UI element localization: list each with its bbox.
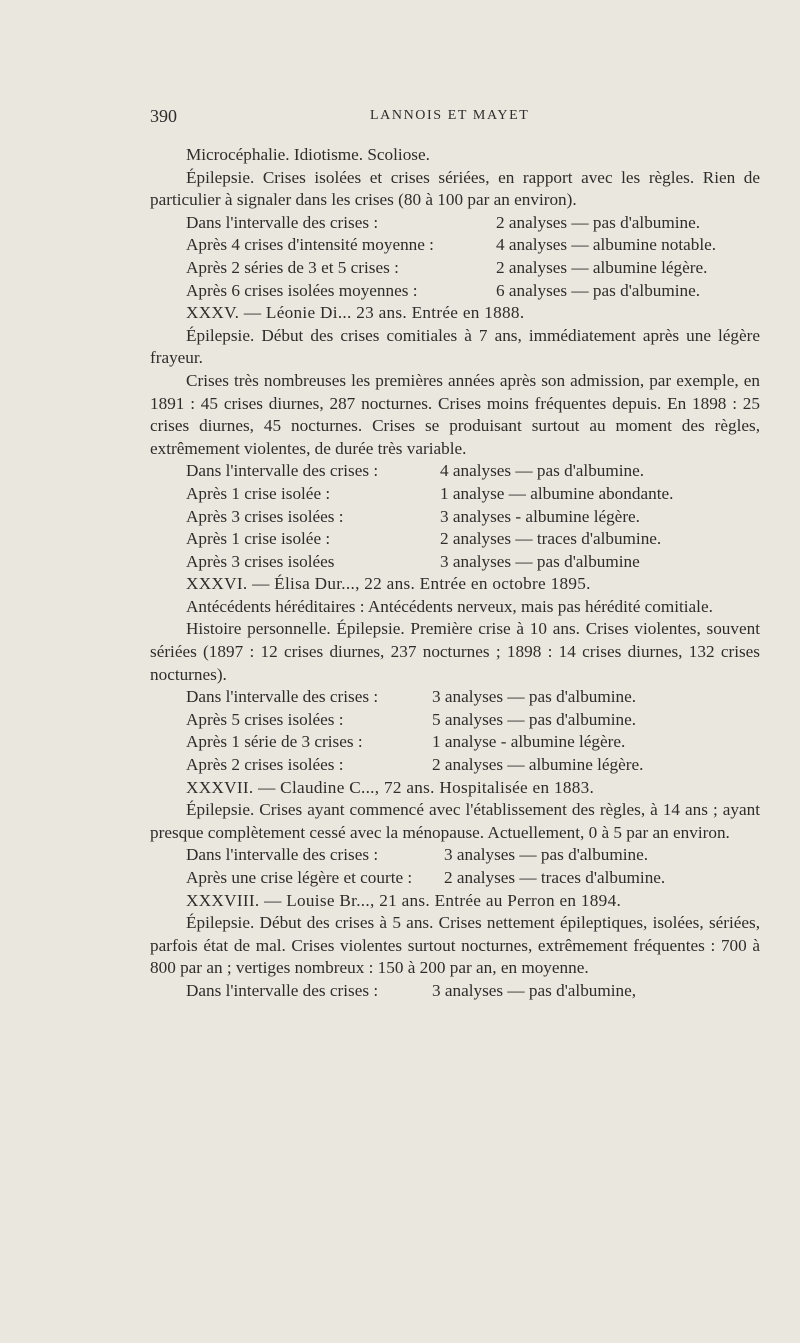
row-label: Dans l'intervalle des crises : bbox=[186, 980, 379, 1000]
row-result: 3 analyses — pas d'albumine bbox=[440, 551, 640, 571]
table-row bbox=[150, 460, 760, 483]
analysis-table bbox=[150, 212, 760, 302]
paragraph: Antécédents héréditaires : Antécédents nerveux, mais pas hérédité comitiale. bbox=[186, 596, 713, 616]
table-row bbox=[150, 280, 760, 303]
row-result: 1 analyse — albumine abondante. bbox=[440, 483, 674, 503]
row-label: Dans l'intervalle des crises : bbox=[186, 845, 379, 865]
row-result: 3 analyses — pas d'albumine, bbox=[432, 980, 637, 1000]
page-header bbox=[150, 106, 760, 128]
row-result: 3 analyses — pas d'albumine. bbox=[432, 687, 637, 707]
table-row bbox=[150, 551, 760, 574]
table-row bbox=[150, 980, 760, 1003]
table-row bbox=[150, 212, 760, 235]
row-label: Après 3 crises isolées : bbox=[186, 506, 344, 526]
table-row bbox=[150, 867, 760, 890]
paragraph: Microcéphalie. Idiotisme. Scoliose. bbox=[186, 145, 430, 164]
row-label: Après 4 crises d'intensité moyenne : bbox=[186, 235, 434, 255]
row-label: Après une crise légère et courte : bbox=[186, 868, 413, 887]
row-result: 5 analyses — pas d'albumine. bbox=[432, 709, 637, 729]
row-label: Après 1 crise isolée : bbox=[186, 483, 331, 503]
table-row bbox=[150, 506, 760, 529]
table-row bbox=[150, 754, 760, 777]
paragraph: Épilepsie. Début des crises à 5 ans. Crises nettement épileptiques, isolées, sériées, parfois état de mal. Crises violentes surtout nocturnes, extrêmement fréquentes : 700 à 800 par an ; vertiges nombreux : 150 à 200 par an, en moyenne. bbox=[150, 913, 760, 978]
paragraph: Épilepsie. Crises isolées et crises sériées, en rapport avec les règles. Rien de particulier à signaler dans les crises (80 à 100 par an environ). bbox=[150, 167, 760, 210]
paragraph: Épilepsie. Crises ayant commencé avec l'établissement des règles, à 14 ans ; ayant presque complètement cessé avec la ménopause. Actuellement, 0 à 5 par an environ. bbox=[150, 800, 760, 842]
analysis-table bbox=[150, 460, 760, 573]
row-label: Après 5 crises isolées : bbox=[186, 709, 344, 729]
row-result: 2 analyses — albumine légère. bbox=[496, 257, 708, 277]
running-title: LANNOIS ET MAYET bbox=[370, 108, 530, 123]
table-row bbox=[150, 234, 760, 257]
table-row bbox=[150, 686, 760, 709]
row-label: Après 6 crises isolées moyennes : bbox=[186, 280, 418, 300]
paragraph: Épilepsie. Début des crises comitiales à 7 ans, immédiatement après une légère frayeur. bbox=[150, 325, 760, 368]
analysis-table bbox=[150, 980, 760, 1003]
table-row bbox=[150, 844, 760, 867]
body-text bbox=[150, 144, 760, 1003]
row-result: 2 analyses — traces d'albumine. bbox=[444, 868, 666, 887]
case-heading: XXXVI. — Élisa Dur..., 22 ans. Entrée en octobre 1895. bbox=[186, 574, 591, 594]
row-label: Dans l'intervalle des crises : bbox=[186, 212, 379, 232]
analysis-table bbox=[150, 686, 760, 776]
analysis-table bbox=[150, 844, 760, 889]
table-row bbox=[150, 731, 760, 754]
table-row bbox=[150, 257, 760, 280]
row-result: 2 analyses — albumine légère. bbox=[432, 755, 644, 775]
table-row bbox=[150, 709, 760, 732]
row-label: Après 3 crises isolées bbox=[186, 551, 335, 571]
table-row bbox=[150, 528, 760, 551]
row-label: Après 1 série de 3 crises : bbox=[186, 732, 363, 752]
page-number: 390 bbox=[150, 106, 177, 126]
row-result: 2 analyses — pas d'albumine. bbox=[496, 212, 701, 232]
row-result: 4 analyses — albumine notable. bbox=[496, 235, 717, 255]
row-label: Dans l'intervalle des crises : bbox=[186, 461, 379, 481]
row-label: Dans l'intervalle des crises : bbox=[186, 687, 379, 707]
table-row bbox=[150, 483, 760, 506]
row-result: 1 analyse - albumine légère. bbox=[432, 732, 626, 752]
row-result: 2 analyses — traces d'albumine. bbox=[440, 529, 662, 549]
row-result: 4 analyses — pas d'albumine. bbox=[440, 461, 645, 481]
row-label: Après 2 séries de 3 et 5 crises : bbox=[186, 257, 399, 277]
row-result: 3 analyses — pas d'albumine. bbox=[444, 845, 649, 865]
row-label: Après 1 crise isolée : bbox=[186, 529, 331, 549]
case-heading: XXXVIII. — Louise Br..., 21 ans. Entrée au Perron en 1894. bbox=[186, 890, 622, 910]
row-result: 6 analyses — pas d'albumine. bbox=[496, 280, 701, 300]
case-heading: XXXVII. — Claudine C..., 72 ans. Hospitalisée en 1883. bbox=[186, 777, 595, 797]
row-result: 3 analyses - albumine légère. bbox=[440, 506, 640, 526]
case-heading: XXXV. — Léonie Di... 23 ans. Entrée en 1888. bbox=[186, 303, 525, 323]
paragraph: Crises très nombreuses les premières années après son admission, par exemple, en 1891 : 45 crises diurnes, 287 nocturnes. Crises moins fréquentes depuis. En 1898 : 25 crises diurnes, 45 nocturnes. Crises se produisant surtout au moment des règles, extrêmement violentes, de durée très variable. bbox=[150, 370, 760, 458]
row-label: Après 2 crises isolées : bbox=[186, 755, 344, 775]
paragraph: Histoire personnelle. Épilepsie. Première crise à 10 ans. Crises violentes, souvent sériées (1897 : 12 crises diurnes, 237 nocturnes ; 1898 : 14 crises diurnes, 132 crises nocturnes). bbox=[150, 619, 760, 684]
